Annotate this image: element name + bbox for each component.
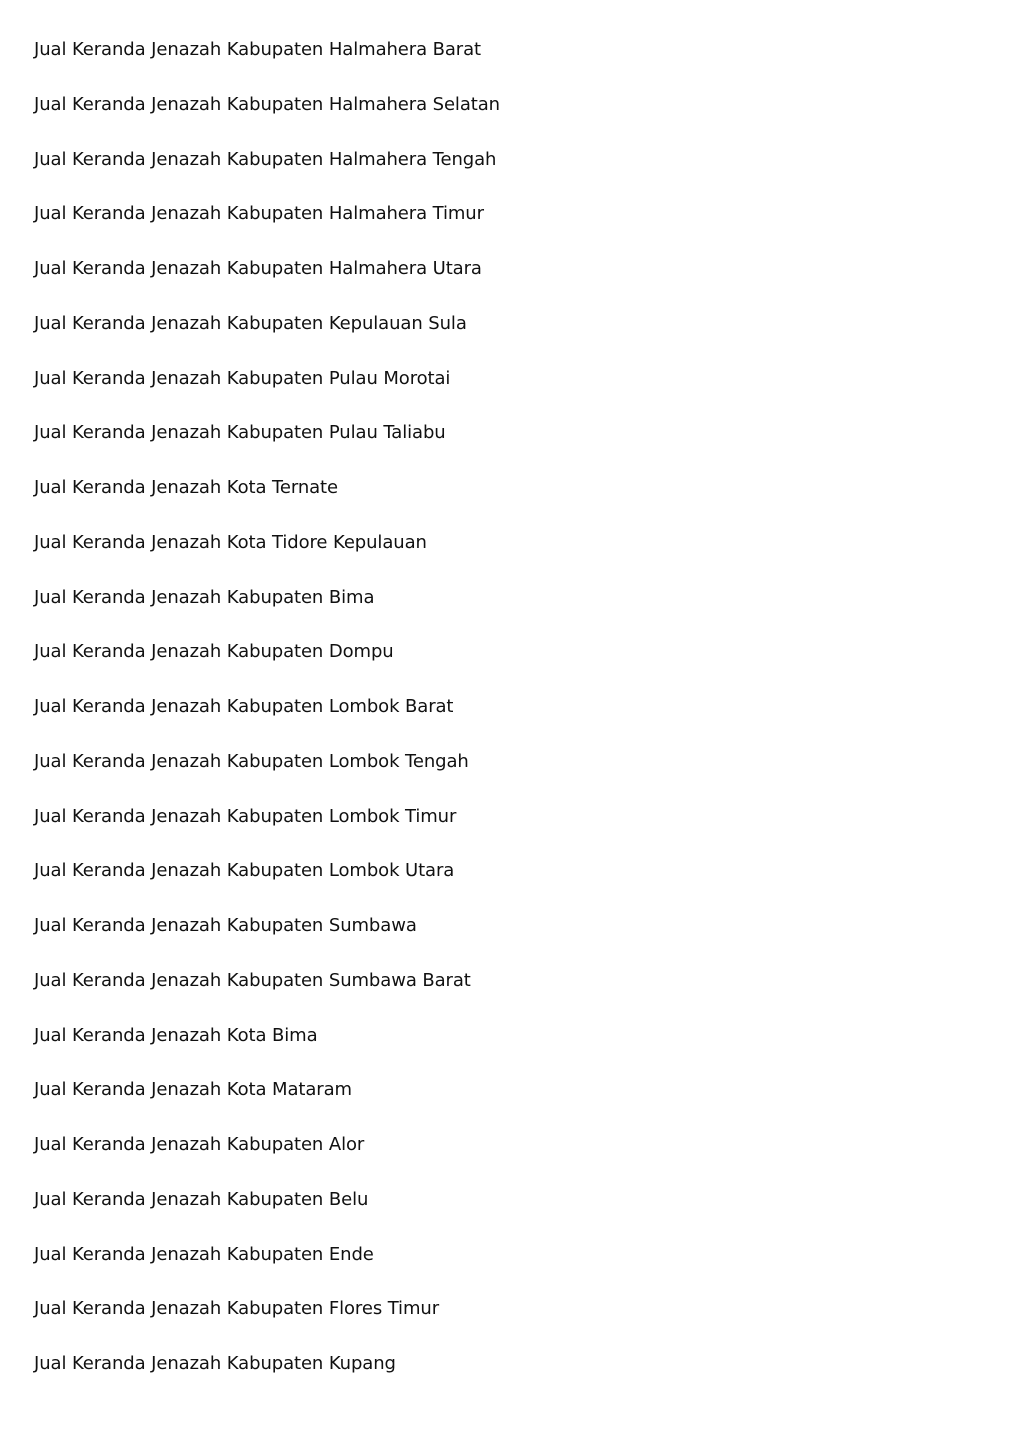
list-item: Jual Keranda Jenazah Kabupaten Sumbawa [34,915,417,936]
list-item: Jual Keranda Jenazah Kabupaten Halmahera Tengah [34,148,497,170]
list-item: Jual Keranda Jenazah Kabupaten Lombok Utara [34,860,455,882]
list-item: Jual Keranda Jenazah Kabupaten Pulau Taliabu [34,422,446,444]
list-item: Jual Keranda Jenazah Kabupaten Lombok Barat [34,696,454,717]
list-item: Jual Keranda Jenazah Kabupaten Belu [34,1188,369,1210]
list-item: Jual Keranda Jenazah Kabupaten Halmahera Barat [34,39,482,60]
list-item: Jual Keranda Jenazah Kabupaten Alor [34,1134,365,1155]
list-item: Jual Keranda Jenazah Kota Bima [34,1024,318,1046]
list-item: Jual Keranda Jenazah Kota Ternate [34,477,338,498]
list-item: Jual Keranda Jenazah Kabupaten Kupang [34,1353,396,1374]
list-item: Jual Keranda Jenazah Kabupaten Lombok Tengah [34,750,469,772]
list-item: Jual Keranda Jenazah Kabupaten Halmahera Selatan [34,93,500,115]
list-item: Jual Keranda Jenazah Kabupaten Halmahera Utara [34,258,482,279]
list-item: Jual Keranda Jenazah Kabupaten Flores Timur [34,1298,439,1320]
list-item: Jual Keranda Jenazah Kota Mataram [34,1079,352,1101]
list-item: Jual Keranda Jenazah Kota Tidore Kepulauan [34,531,427,553]
list-item: Jual Keranda Jenazah Kabupaten Dompu [34,641,394,663]
list-item: Jual Keranda Jenazah Kabupaten Pulau Morotai [34,367,451,389]
list-item: Jual Keranda Jenazah Kabupaten Bima [34,586,375,608]
list-item: Jual Keranda Jenazah Kabupaten Sumbawa Barat [34,969,471,991]
list-item: Jual Keranda Jenazah Kabupaten Lombok Timur [34,805,457,827]
list-item: Jual Keranda Jenazah Kabupaten Ende [34,1243,374,1265]
list-item: Jual Keranda Jenazah Kabupaten Halmahera Timur [34,203,484,225]
item-list [34,36,1024,1405]
list-item: Jual Keranda Jenazah Kabupaten Kepulauan Sula [34,312,467,334]
